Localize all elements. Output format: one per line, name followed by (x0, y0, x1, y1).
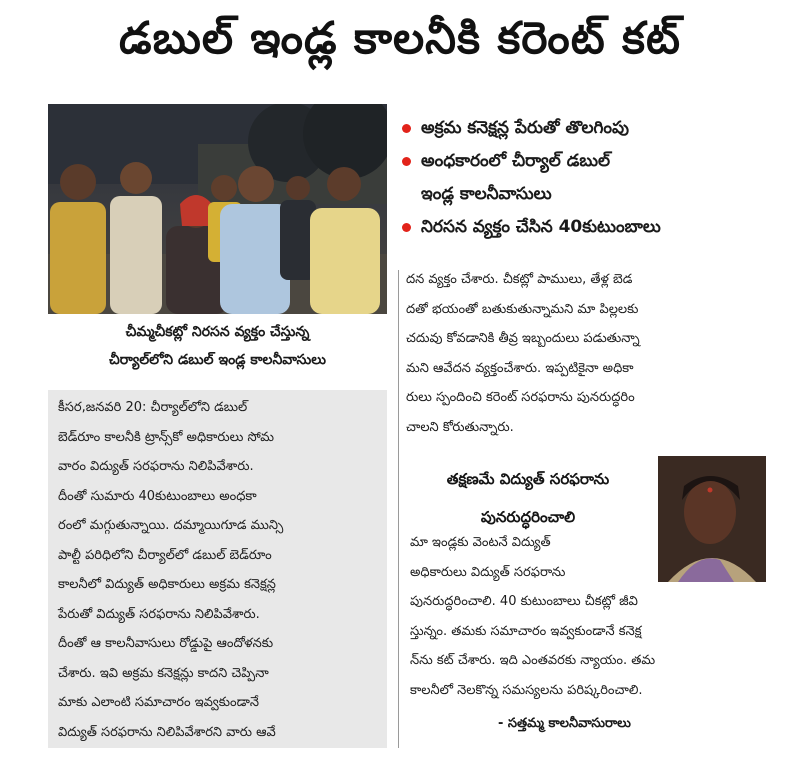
highlights-list (398, 112, 788, 244)
quote-box-text: మా ఇండ్లకు వెంటనే విద్యుత్ అధికారులు విద్యుత్ సరఫరాను పునరుద్ధరించాలి. 40 కుటుంబాలు చీకట్లో జీవి స్తున్నం. తమకు సమాచారం ఇవ్వకుండానే కనెక్ష న్‌ను కట్ చేశారు. ఇది ఎంతవరకు న్యాయం. తమ కాలనీలో నెలకొన్న సమస్యలను పరిష్కరించాలి. (410, 535, 656, 698)
photo-caption-line: చీమ్మచీకట్లో నిరసన వ్యక్తం చేస్తున్న (125, 324, 310, 340)
highlight-item (398, 112, 788, 145)
bullet-dot-icon (402, 124, 411, 133)
article-right-column: దన వ్యక్తం చేశారు. చీకట్లో పాములు, తేళ్ల బెడ దతో భయంతో బతుకుతున్నామని మా పిల్లలకు చదువు కోవడానికి తీవ్ర ఇబ్బందులు పడుతున్నా మని ఆవేదన వ్యక్తంచేశారు. ఇప్పటికైనా అధికా రులు స్పందించి కరెంట్ సరఫరాను పునరుద్ధరిం చాలని కోరుతున్నారు. (406, 272, 640, 435)
photo-caption (48, 318, 387, 380)
column-divider (398, 270, 399, 748)
highlight-item (398, 145, 788, 211)
article-left-column: కీసర,జనవరి 20: చీర్యాల్‌లోని డబుల్ బెడ్‌రూం కాలనీకి ట్రాన్స్‌కో అధికారులు సోమ వారం విద్యుత్ సరఫరాను నిలిపివేశారు. దీంతో సుమారు 40కుటుంబాలు అంధకా రంలో మగ్గుతున్నాయి. దమ్మాయిగూడ మున్సి పాల్టీ పరిధిలోని చీర్యాల్‌లో డబుల్ బెడ్‌రూం కాలనీలో విద్యుత్ అధికారులు అక్రమ కనెక్షన్ల పేరుతో విద్యుత్ సరఫరాను నిలిపివేశారు. దీంతో ఆ కాలనీవాసులు రోడ్డుపై ఆందోళనకు చేశారు. ఇవి అక్రమ కనెక్షన్లు కాదని చెప్పినా మాకు ఎలాంటి సమాచారం ఇవ్వకుండానే విద్యుత్ సరఫరాను నిలిపివేశారని వారు ఆవే (58, 400, 284, 740)
bullet-dot-icon (402, 157, 411, 166)
headline: డబుల్ ఇండ్ల కాలనీకి కరెంట్ కట్ (119, 13, 681, 64)
protest-photo (48, 104, 387, 314)
quote-box-title: తక్షణమే విద్యుత్ సరఫరాను పునరుద్ధరించాలి (446, 470, 610, 526)
highlight-text: నిరసన వ్యక్తం చేసిన 40కుటుంబాలు (421, 217, 661, 237)
highlight-text: అంధకారంలో చీర్యాల్ డబుల్ ఇండ్ల కాలనీవాసులు (421, 151, 611, 204)
highlight-text: అక్రమ కనెక్షన్ల పేరుతో తొలగింపు (421, 118, 630, 138)
quote-attribution: - సత్తమ్మ కాలనీవాసురాలు (498, 716, 631, 731)
photo-caption-line: చీర్యాల్‌లోని డబుల్ ఇండ్ల కాలనీవాసులు (109, 352, 326, 368)
bullet-dot-icon (402, 223, 411, 232)
highlight-item (398, 211, 788, 244)
